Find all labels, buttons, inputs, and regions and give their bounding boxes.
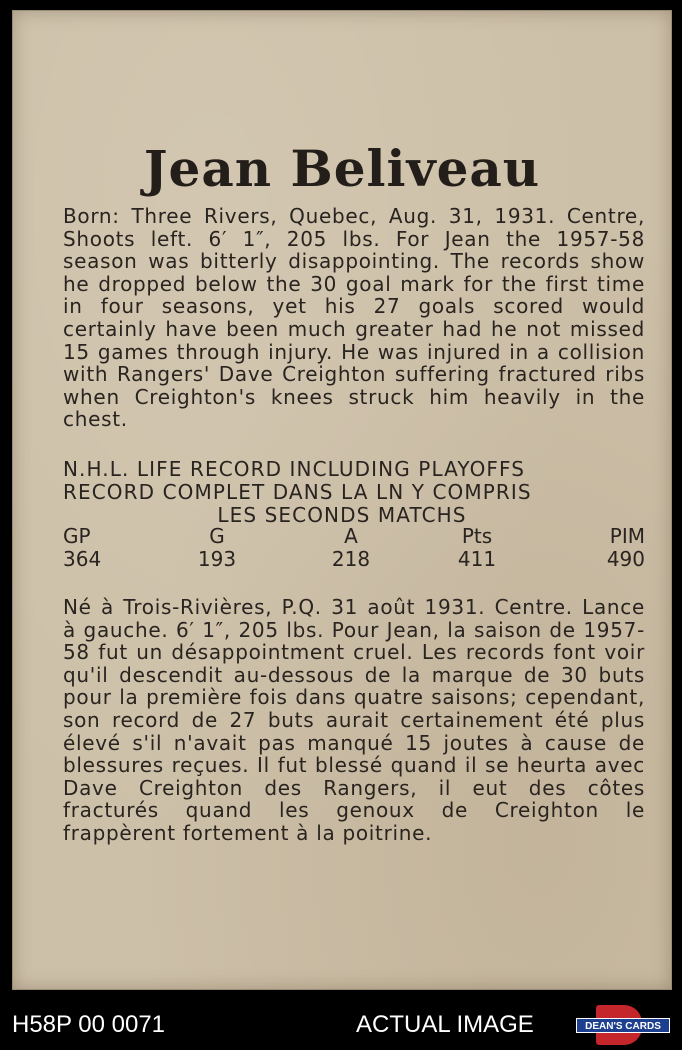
footer-bar xyxy=(0,1005,682,1045)
stats-table xyxy=(63,525,645,575)
stat-value: 411 xyxy=(457,547,497,571)
stat-header: GP xyxy=(63,524,91,548)
stat-column-pim xyxy=(607,525,645,571)
cert-number: H58P 00 0071 xyxy=(12,1011,166,1038)
stat-header: G xyxy=(209,524,225,548)
card-back xyxy=(12,10,672,990)
logo-text: DEAN'S CARDS xyxy=(576,1018,670,1033)
bio-french: Né à Trois-Rivières, P.Q. 31 août 1931. Centre. Lance à gauche. 6′ 1″, 205 lbs. Pour Jean, la saison de 1957-58 fut un désappointment cruel. Les records font voir qu'il descendit au-dessous de la marque de 30 buts pour la première fois dans quatre saisons; cependant, son record de 27 buts aurait certainement été plus élevé s'il n'avait pas manqué 15 joutes à cause de blessures reçues. Il fut blessé quand il se heurta avec Dave Creighton des Rangers, il eut des côtes fracturés quand les genoux de Creighton le frappèrent fortement à la poitrine. xyxy=(63,595,645,845)
stat-value: 364 xyxy=(63,547,102,571)
player-name: Jean Beliveau xyxy=(143,139,541,198)
stat-header: A xyxy=(344,524,358,548)
stat-value: 490 xyxy=(606,547,645,571)
record-heading-french: RECORD COMPLET DANS LA LN Y COMPRIS xyxy=(63,480,532,504)
stat-header: Pts xyxy=(461,524,493,548)
stat-column-a xyxy=(315,525,387,571)
deans-cards-logo xyxy=(576,1005,670,1045)
stat-value: 193 xyxy=(197,547,237,571)
stat-column-gp xyxy=(63,525,101,571)
record-heading-english: N.H.L. LIFE RECORD INCLUDING PLAYOFFS xyxy=(63,457,526,481)
bio-english: Born: Three Rivers, Quebec, Aug. 31, 1931. Centre, Shoots left. 6′ 1″, 205 lbs. For Jean the 1957-58 season was bitterly disappointing. The records show he dropped below the 30 goal mark for the first time in four seasons, yet his 27 goals scored would certainly have been much greater had he not missed 15 games through injury. He was injured in a collision with Rangers' Dave Creighton suffering fractured ribs when Creighton's knees struck him heavily in the chest. xyxy=(63,204,645,432)
record-heading-french-cont: LES SECONDS MATCHS xyxy=(217,503,467,527)
stat-column-g xyxy=(181,525,253,571)
actual-image-label: ACTUAL IMAGE xyxy=(356,1011,534,1038)
stat-column-pts xyxy=(441,525,513,571)
stat-value: 218 xyxy=(331,547,371,571)
stat-header: PIM xyxy=(609,524,645,548)
